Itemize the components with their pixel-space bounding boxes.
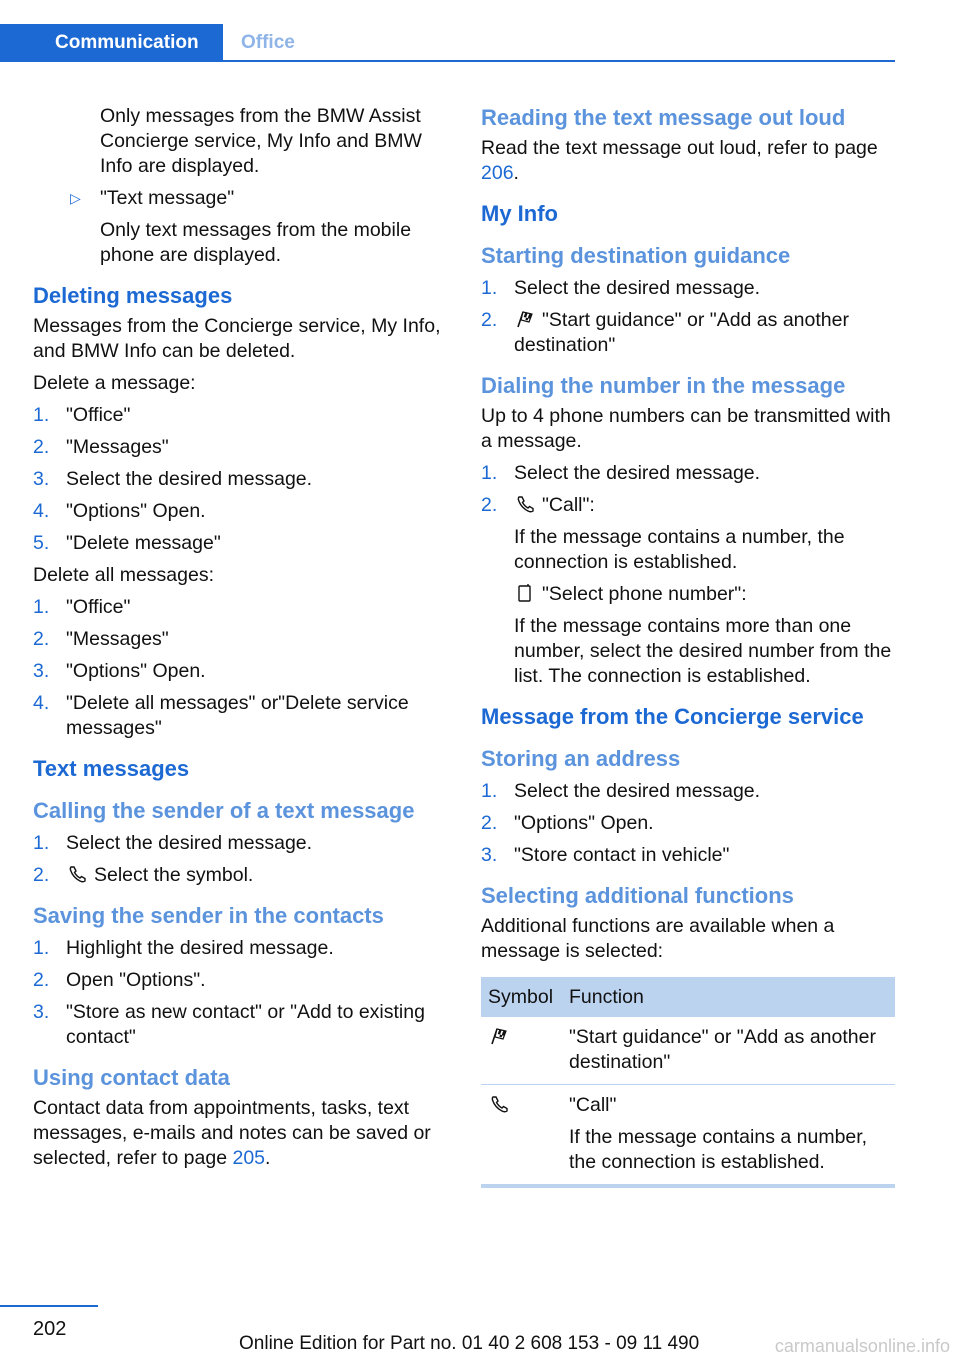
list-item: 2. Select the symbol.	[33, 864, 254, 886]
heading-storing-address: Storing an address	[481, 746, 681, 771]
heading-additional-functions: Selecting additional functions	[481, 883, 794, 908]
list-item: 5. "Delete message"	[33, 532, 221, 554]
column-header-symbol: Symbol	[481, 977, 562, 1017]
dialing-sub-select-number: "Select phone number":	[514, 582, 895, 607]
delete-all-steps	[33, 595, 451, 741]
call-function-label: "Call"	[569, 1094, 617, 1116]
flag-icon	[514, 309, 536, 329]
list-item: 3. "Options" Open.	[33, 660, 206, 682]
option-text-message-label: "Text message"	[100, 187, 235, 209]
list-item: 1. Select the desired message.	[33, 832, 313, 854]
page-number: 202	[33, 1318, 67, 1340]
list-item: 3. "Store contact in vehicle"	[481, 844, 730, 866]
heading-concierge-message: Message from the Concierge service	[481, 704, 864, 729]
list-item: 2. "Start guidance" or "Add as another destination"	[481, 309, 849, 356]
reading-desc: Read the text message out loud, refer to page 206.	[481, 137, 878, 184]
delete-all-label: Delete all messages:	[33, 564, 215, 586]
heading-text-messages: Text messages	[33, 756, 190, 781]
list-item: 2. "Messages"	[33, 436, 169, 458]
phone-icon	[488, 1094, 510, 1114]
list-item: 1. Select the desired message.	[481, 462, 761, 484]
column-header-function: Function	[562, 977, 895, 1017]
flag-icon	[488, 1026, 510, 1046]
list-item: 3. "Store as new contact" or "Add to existing contact"	[33, 1001, 425, 1048]
list-item: 3. Select the desired message.	[33, 468, 313, 490]
dialing-sub-established: If the message contains a number, the connection is established.	[514, 526, 845, 573]
calling-steps	[33, 831, 451, 888]
left-column	[33, 104, 451, 1178]
dialing-desc: Up to 4 phone numbers can be transmitted with a message.	[481, 405, 891, 452]
list-item: 1. Select the desired message.	[481, 277, 761, 299]
table-cell-function	[562, 1085, 895, 1187]
heading-calling-sender: Calling the sender of a text message	[33, 798, 415, 823]
section-tab-bar	[0, 24, 895, 62]
watermark-text: carmanualsonline.info	[774, 1336, 950, 1356]
option-text-message	[33, 186, 451, 211]
page-link-205[interactable]: 205	[232, 1147, 266, 1169]
table-row	[481, 1017, 895, 1085]
phone-icon	[514, 494, 536, 514]
heading-dialing-number: Dialing the number in the message	[481, 373, 846, 398]
phone-icon	[66, 864, 88, 884]
page-link-206[interactable]: 206	[481, 162, 514, 184]
list-item: 1. "Office"	[33, 596, 131, 618]
storing-steps	[481, 779, 895, 868]
table-cell-function: "Start guidance" or "Add as another destination"	[562, 1017, 895, 1085]
table-cell-symbol	[481, 1017, 562, 1085]
edition-footer: Online Edition for Part no. 01 40 2 608 153 - 09 11 490	[239, 1333, 700, 1354]
functions-table	[481, 977, 895, 1188]
list-item: 2. Open "Options".	[33, 969, 206, 991]
table-header-row	[481, 977, 895, 1017]
tab-office: Office	[241, 32, 295, 53]
table-row	[481, 1085, 895, 1187]
list-item: 2. "Call": If the message contains a number, the connection is established. "Select phone number": If the message contains more than one number, select the desired number from the list. The connection is established.	[481, 493, 895, 689]
heading-starting-guidance: Starting destination guidance	[481, 243, 791, 268]
starting-steps	[481, 276, 895, 358]
list-item: 1. Select the desired message.	[481, 780, 761, 802]
intro-continued-text: Only messages from the BMW Assist Concierge service, My Info and BMW Info are displayed.	[100, 105, 422, 177]
dialing-steps	[481, 461, 895, 689]
page-number-rule	[0, 1305, 98, 1307]
heading-reading-out-loud: Reading the text message out loud	[481, 105, 846, 130]
heading-deleting-messages: Deleting messages	[33, 283, 233, 308]
delete-one-steps	[33, 403, 451, 556]
list-item: 2. "Options" Open.	[481, 812, 654, 834]
cell-phone-icon	[514, 583, 536, 603]
saving-steps	[33, 936, 451, 1050]
heading-saving-sender: Saving the sender in the contacts	[33, 903, 384, 928]
list-item: 1. "Office"	[33, 404, 131, 426]
heading-using-contact-data: Using contact data	[33, 1065, 230, 1090]
list-item: 4. "Delete all messages" or"Delete service messages"	[33, 692, 409, 739]
additional-desc: Additional functions are available when a message is selected:	[481, 915, 835, 962]
using-contact-desc: Contact data from appointments, tasks, text messages, e-mails and notes can be saved or selected, refer to page 205.	[33, 1097, 431, 1169]
list-item: 1. Highlight the desired message.	[33, 937, 334, 959]
delete-one-label: Delete a message:	[33, 372, 196, 394]
table-cell-symbol	[481, 1085, 562, 1187]
list-item: 4. "Options" Open.	[33, 500, 206, 522]
tab-communication: Communication	[0, 24, 223, 62]
triangle-bullet-icon: ▷	[70, 190, 81, 206]
call-function-desc: If the message contains a number, the connection is established.	[569, 1126, 868, 1173]
deleting-desc: Messages from the Concierge service, My Info, and BMW Info can be deleted.	[33, 315, 441, 362]
dialing-sub-multiple: If the message contains more than one number, select the desired number from the list. The connection is established.	[514, 615, 892, 687]
heading-my-info: My Info	[481, 201, 558, 226]
list-item: 2. "Messages"	[33, 628, 169, 650]
right-column	[481, 104, 895, 1188]
option-text-message-desc: Only text messages from the mobile phone are displayed.	[100, 219, 412, 266]
